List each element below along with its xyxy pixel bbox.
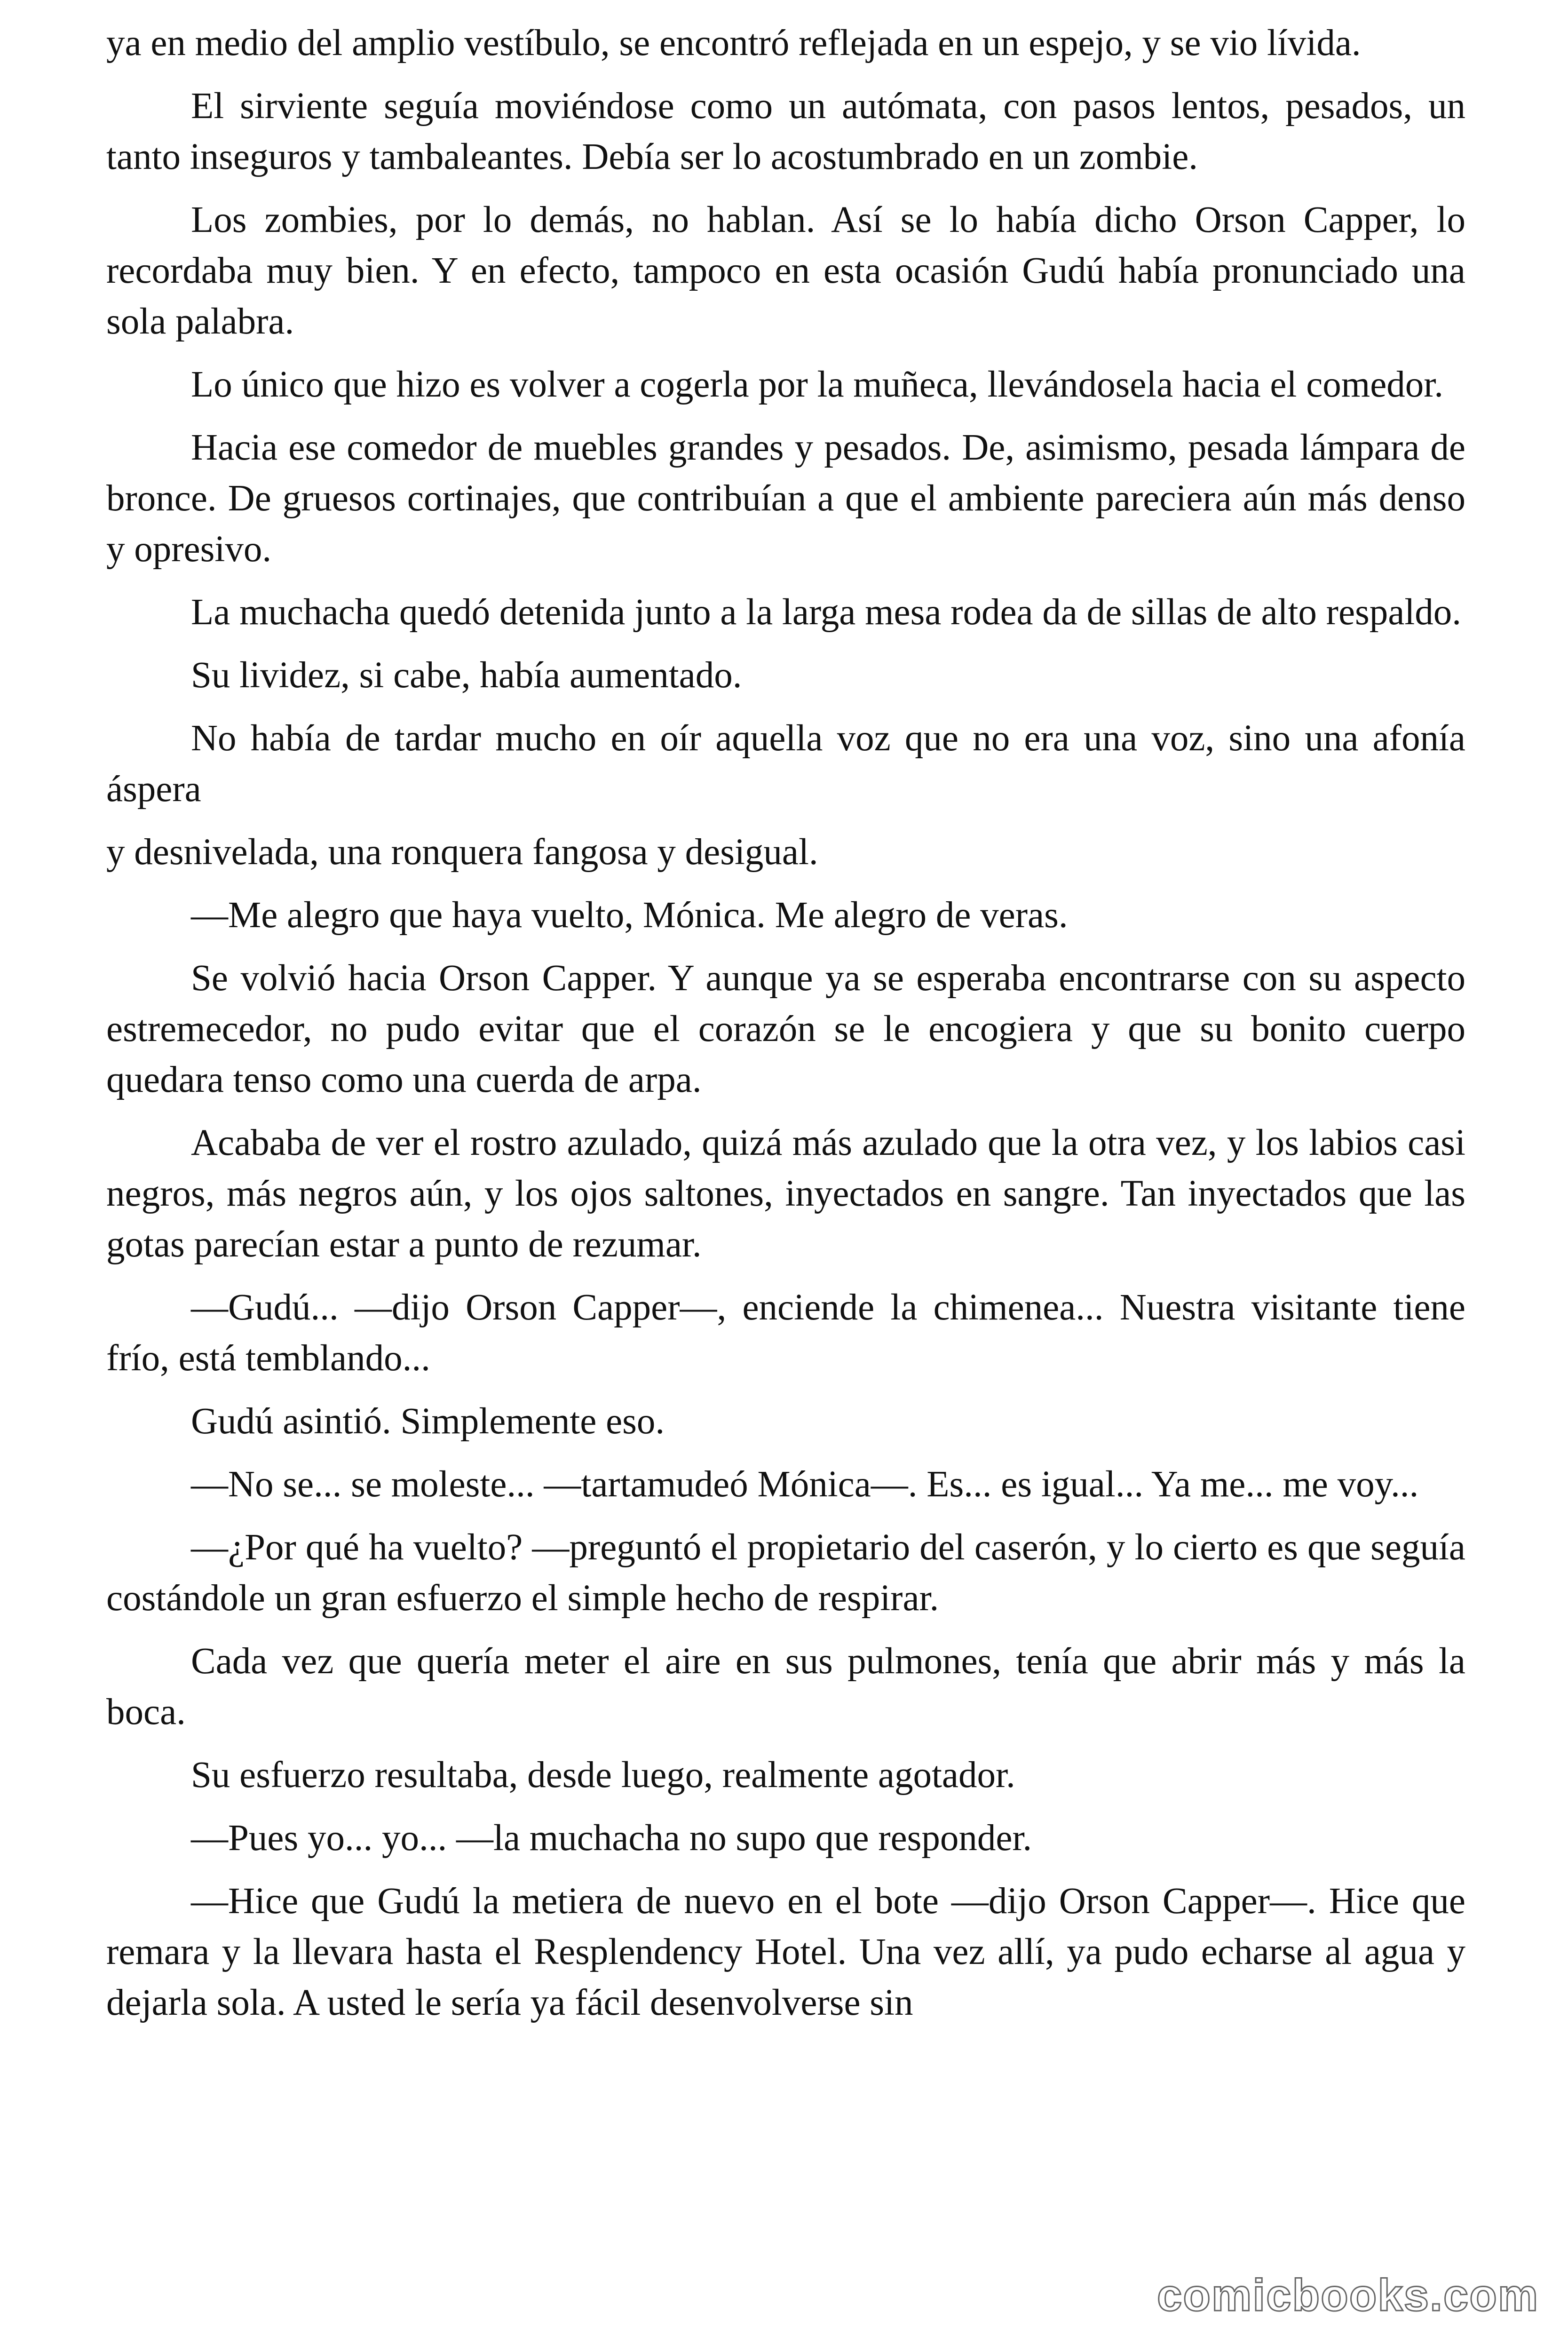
paragraph: El sirviente seguía moviéndose como un autómata, con pasos lentos, pesados, un tanto inseguros y tambaleantes. Debía ser lo acostumbrado en un zombie. xyxy=(106,86,1465,177)
dialogue-paragraph: —Pues yo... yo... —la muchacha no supo que responder. xyxy=(191,1818,1032,1859)
paragraph: Su lividez, si cabe, había aumentado. xyxy=(191,655,742,696)
paragraph: Lo único que hizo es volver a cogerla por la muñeca, llevándosela hacia el comedor. xyxy=(191,364,1443,405)
paragraph: Gudú asintió. Simplemente eso. xyxy=(191,1401,665,1442)
paragraph: No había de tardar mucho en oír aquella voz que no era una voz, sino una afonía áspera xyxy=(106,718,1465,810)
paragraph: Los zombies, por lo demás, no hablan. Así se lo había dicho Orson Capper, lo recordaba muy bien. Y en efecto, tampoco en esta ocasión Gudú había pronunciado una sola palabra. xyxy=(106,199,1465,342)
paragraph: Su esfuerzo resultaba, desde luego, realmente agotador. xyxy=(191,1755,1015,1796)
document-page xyxy=(106,18,1465,2041)
paragraph-continued: ya en medio del amplio vestíbulo, se encontró reflejada en un espejo, y se vio lívida. xyxy=(106,23,1361,64)
paragraph: Acababa de ver el rostro azulado, quizá más azulado que la otra vez, y los labios casi negros, más negros aún, y los ojos saltones, inyectados en sangre. Tan inyectados que las gotas parecían estar a punto de rezumar. xyxy=(106,1122,1465,1265)
dialogue-paragraph: —Hice que Gudú la metiera de nuevo en el bote —dijo Orson Capper—. Hice que remara y la llevara hasta el Resplendency Hotel. Una vez allí, ya pudo echarse al agua y dejarla sola. A usted le sería ya fácil desenvolverse sin xyxy=(106,1881,1465,2023)
paragraph-continued: y desnivelada, una ronquera fangosa y desigual. xyxy=(106,832,818,873)
dialogue-paragraph: —¿Por qué ha vuelto? —preguntó el propietario del caserón, y lo cierto es que seguía costándole un gran esfuerzo el simple hecho de respirar. xyxy=(106,1527,1465,1619)
dialogue-paragraph: —Me alegro que haya vuelto, Mónica. Me alegro de veras. xyxy=(191,895,1068,936)
dialogue-paragraph: —No se... se moleste... —tartamudeó Mónica—. Es... es igual... Ya me... me voy... xyxy=(191,1464,1419,1505)
dialogue-paragraph: —Gudú... —dijo Orson Capper—, enciende la chimenea... Nuestra visitante tiene frío, está temblando... xyxy=(106,1287,1465,1379)
watermark: comicbooks.com xyxy=(1157,2270,1539,2320)
paragraph: Hacia ese comedor de muebles grandes y pesados. De, asimismo, pesada lámpara de bronce. De gruesos cortinajes, que contribuían a que el ambiente pareciera aún más denso y opresivo. xyxy=(106,427,1465,570)
paragraph: Cada vez que quería meter el aire en sus pulmones, tenía que abrir más y más la boca. xyxy=(106,1641,1465,1732)
paragraph: Se volvió hacia Orson Capper. Y aunque ya se esperaba encontrarse con su aspecto estremecedor, no pudo evitar que el corazón se le encogiera y que su bonito cuerpo quedara tenso como una cuerda de arpa. xyxy=(106,958,1465,1100)
paragraph: La muchacha quedó detenida junto a la larga mesa rodea da de sillas de alto respaldo. xyxy=(191,592,1462,633)
